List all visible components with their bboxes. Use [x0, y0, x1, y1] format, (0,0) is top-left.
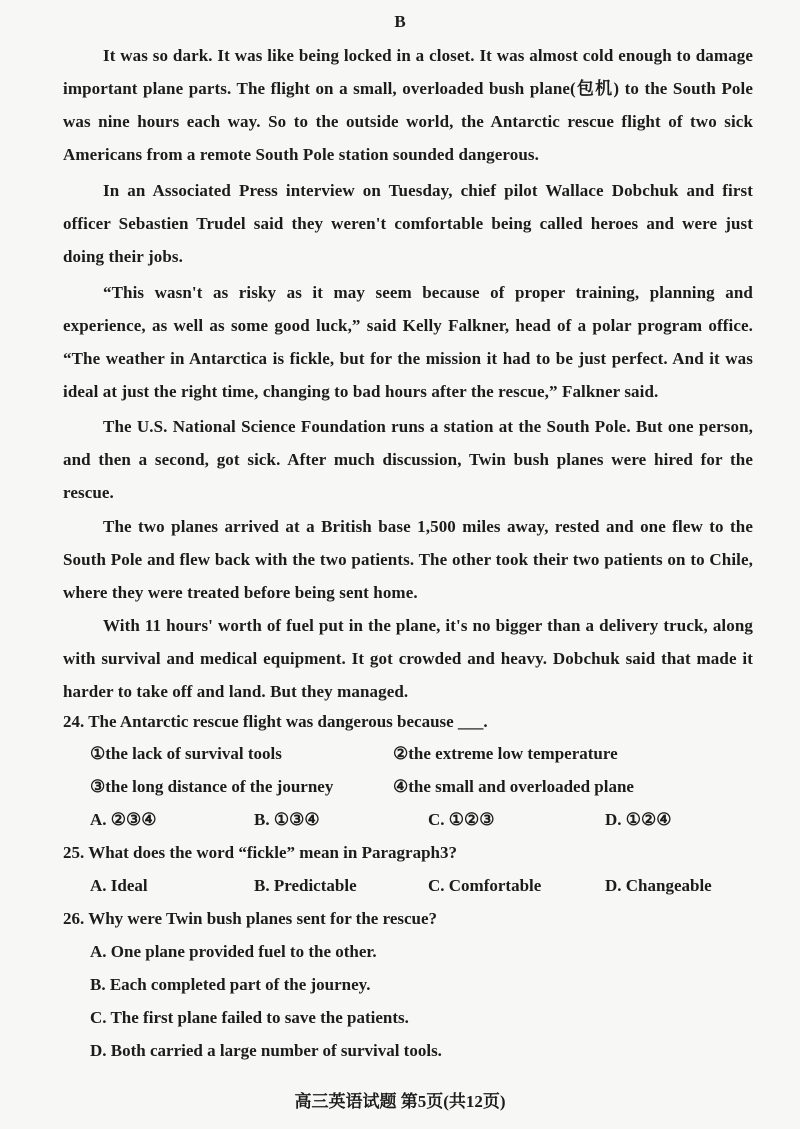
- section-title: B: [394, 12, 406, 31]
- q24-item-2: ②the extreme low temperature: [393, 744, 618, 763]
- q26-choice-d: D. Both carried a large number of survival tools.: [90, 1041, 442, 1060]
- passage-paragraph-5: The two planes arrived at a British base 1,500 miles away, rested and one flew to the South Pole and flew back with the two patients. The other took their two patients on to Chile, where they were treated before being sent home.: [63, 517, 753, 602]
- page-footer: 高三英语试题 第5页(共12页): [294, 1092, 506, 1111]
- passage-paragraph-6: With 11 hours' worth of fuel put in the plane, it's no bigger than a delivery truck, along with survival and medical equipment. It got crowded and heavy. Dobchuk said that made it harder to take off and land. But they managed.: [63, 616, 753, 701]
- q24-choice-b: B. ①③④: [254, 810, 320, 829]
- q24-item-1: ①the lack of survival tools: [90, 744, 282, 763]
- q26-choice-b: B. Each completed part of the journey.: [90, 975, 371, 994]
- q24-item-4: ④the small and overloaded plane: [393, 777, 634, 796]
- q25-choice-c: C. Comfortable: [428, 876, 542, 895]
- passage-paragraph-2: In an Associated Press interview on Tuesday, chief pilot Wallace Dobchuk and first officer Sebastien Trudel said they weren't comfortable being called heroes and were just doing their jobs.: [63, 181, 753, 266]
- passage-paragraph-1: It was so dark. It was like being locked in a closet. It was almost cold enough to damage important plane parts. The flight on a small, overloaded bush plane(包机) to the South Pole was nine hours each way. So to the outside world, the Antarctic rescue flight of two sick Americans from a remote South Pole station sounded dangerous.: [63, 46, 753, 164]
- q24-choice-c: C. ①②③: [428, 810, 495, 829]
- q24-choice-a: A. ②③④: [90, 810, 157, 829]
- q25-choice-d: D. Changeable: [605, 876, 712, 895]
- q26-choice-a: A. One plane provided fuel to the other.: [90, 942, 377, 961]
- question-26-stem: 26. Why were Twin bush planes sent for the rescue?: [63, 909, 438, 928]
- q26-choice-c: C. The first plane failed to save the patients.: [90, 1008, 409, 1027]
- passage-paragraph-4: The U.S. National Science Foundation runs a station at the South Pole. But one person, and then a second, got sick. After much discussion, Twin bush planes were hired for the rescue.: [63, 417, 753, 502]
- passage-paragraph-3: “This wasn't as risky as it may seem because of proper training, planning and experience, as well as some good luck,” said Kelly Falkner, head of a polar program office. “The weather in Antarctica is fickle, but for the mission it had to be just perfect. And it was ideal at just the right time, changing to bad hours after the rescue,” Falkner said.: [63, 283, 753, 401]
- question-24-stem: 24. The Antarctic rescue flight was dangerous because ___.: [63, 712, 488, 731]
- question-25-stem: 25. What does the word “fickle” mean in Paragraph3?: [63, 843, 457, 862]
- q25-choice-b: B. Predictable: [254, 876, 357, 895]
- q25-choice-a: A. Ideal: [90, 876, 148, 895]
- q24-choice-d: D. ①②④: [605, 810, 672, 829]
- q24-item-3: ③the long distance of the journey: [90, 777, 334, 796]
